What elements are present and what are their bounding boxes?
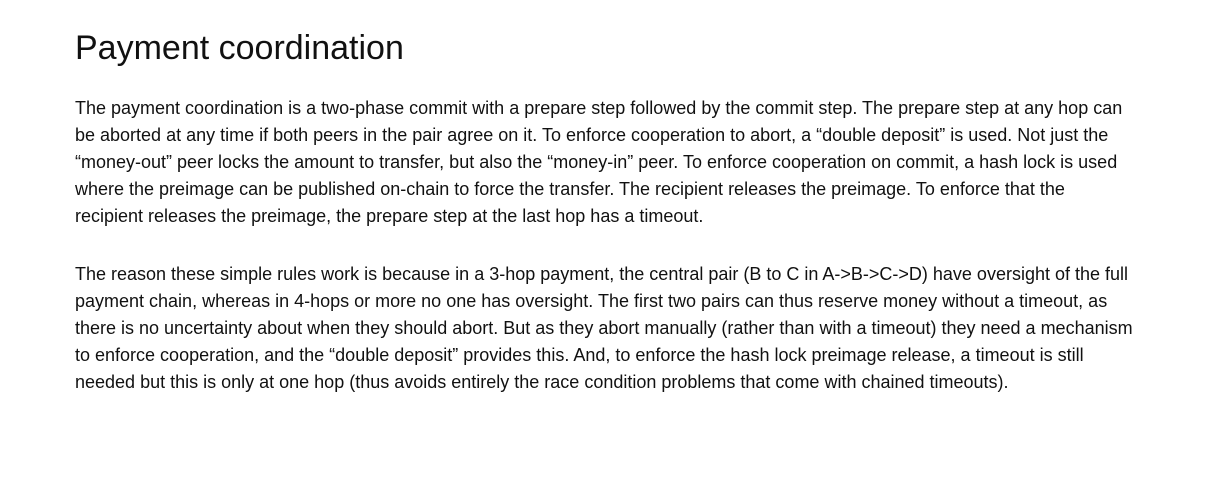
paragraph-simple-rules: The reason these simple rules work is because in a 3-hop payment, the central pair (B to C in A->B->C->D) have oversight of the full payment chain, whereas in 4-hops or more no one has oversight. The first two pairs can thus reserve money without a timeout, as there is no uncertainty about when they should abort. But as they abort manually (rather than with a timeout) they need a mechanism to enforce cooperation, and the “double deposit” provides this. And, to enforce the hash lock preimage release, a timeout is still needed but this is only at one hop (thus avoids entirely the race condition problems that come with chained timeouts). [75, 263, 1133, 392]
paragraph-payment-coordination: The payment coordination is a two-phase commit with a prepare step followed by the commit step. The prepare step at any hop can be aborted at any time if both peers in the pair agree on it. To enforce cooperation to abort, a “double deposit” is used. Not just the “money-out” peer locks the amount to transfer, but also the “money-in” peer. To enforce cooperation on commit, a hash lock is used where the preimage can be published on-chain to force the transfer. The recipient releases the preimage. To enforce that the recipient releases the preimage, the prepare step at the last hop has a timeout. [75, 97, 1123, 226]
page-title: Payment coordination [75, 29, 404, 67]
